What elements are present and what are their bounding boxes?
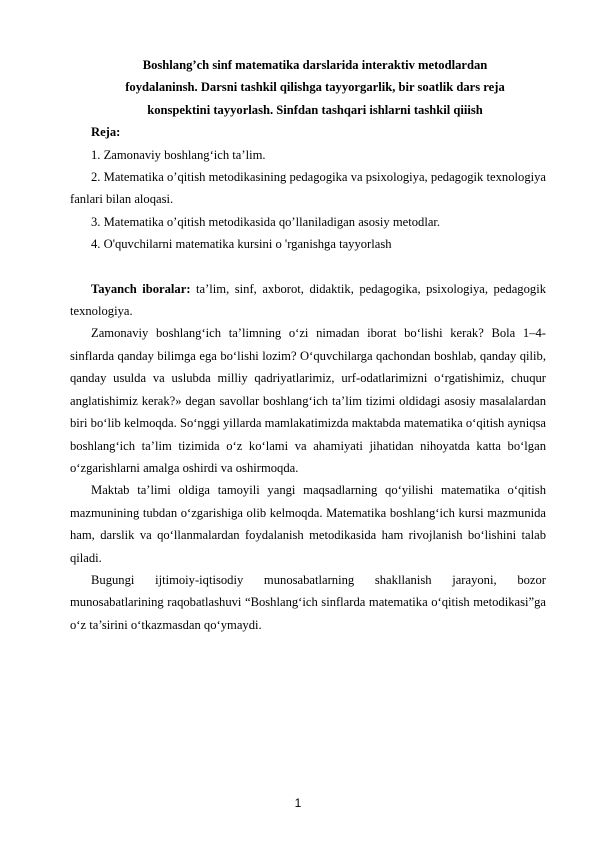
- title-line: Boshlang’ch sinf matematika darslarida interaktiv metodlardan: [142, 58, 488, 72]
- plan-item-1: 1. Zamonaviy boshlang‘ich ta’lim.: [91, 147, 266, 162]
- keywords-paragraph: [70, 278, 546, 323]
- body-paragraph-3: Bugungi ijtimoiy-iqtisodiy munosabatlarning shakllanish jarayoni, bozor munosabatlarining raqobatlashuvi “Boshlang‘ich sinflarda matematika o‘qitish metodikasi”ga o‘z ta’sirini o‘tkazmasdan qo‘ymaydi.: [70, 572, 546, 632]
- body-paragraph-1: Zamonaviy boshlang‘ich ta’limning o‘zi nimadan iborat bo‘lishi kerak? Bola 1–4-sinflarda qanday bilimga ega bo‘lishi lozim? O‘quvchilarga qachondan boshlab, qanday qilib, qanday usulda va uslubda milliy qadriyatlarimiz, urf-odatlarimizni o‘rgatishimiz, chuqur anglatishimiz kerak?» degan savollar boshlang‘ich ta’lim tizimi oldidagi asosiy masalalardan biri bo‘lib kelmoqda. So‘nggi yillarda mamlakatimizda maktabda matematika o‘qitish ayniqsa boshlang‘ich ta’lim tizimida o‘z ko‘lami va ahamiyati jihatidan nihoyatda katta bo‘lgan o‘zgarishlarni amalga oshirdi va oshirmoqda.: [70, 326, 546, 475]
- plan-item-3: 3. Matematika o’qitish metodikasida qo’llaniladigan asosiy metodlar.: [91, 214, 441, 229]
- plan-item-2: 2. Matematika o’qitish metodikasining pedagogika va psixologiya, pedagogik texnologiya fanlari bilan aloqasi.: [70, 170, 546, 207]
- section-spacer: [70, 256, 546, 278]
- document-page: [70, 54, 546, 636]
- title-line: konspektini tayyorlash. Sinfdan tashqari ishlarni tashkil qiiish: [147, 102, 483, 117]
- body-paragraph-2: Maktab ta’limi oldiga tamoyili yangi maqsadlarning qo‘yilishi matematika o‘qitish mazmunining tubdan o‘zgarishiga olib kelmoqda. Matematika boshlang‘ich kursi mazmunida ham, darslik va qo‘llanmalardan foydalanish metodikasida ham rivojlanish bo‘lishini talab qiladi.: [70, 483, 546, 565]
- document-title: [70, 54, 546, 121]
- page-number: 1: [294, 796, 302, 810]
- title-line: foydalaninsh. Darsni tashkil qilishga tayyorgarlik, bir soatlik dars reja: [125, 80, 505, 95]
- plan-item-4: 4. O'quvchilarni matematika kursini o 'rganishga tayyorlash: [91, 237, 392, 252]
- plan-heading: Reja:: [91, 125, 121, 140]
- keywords-label: Tayanch iboralar:: [91, 281, 191, 296]
- keywords-text: ta’lim, sinf, axborot, didaktik, pedagogika, psixologiya, pedagogik texnologiya.: [70, 281, 546, 319]
